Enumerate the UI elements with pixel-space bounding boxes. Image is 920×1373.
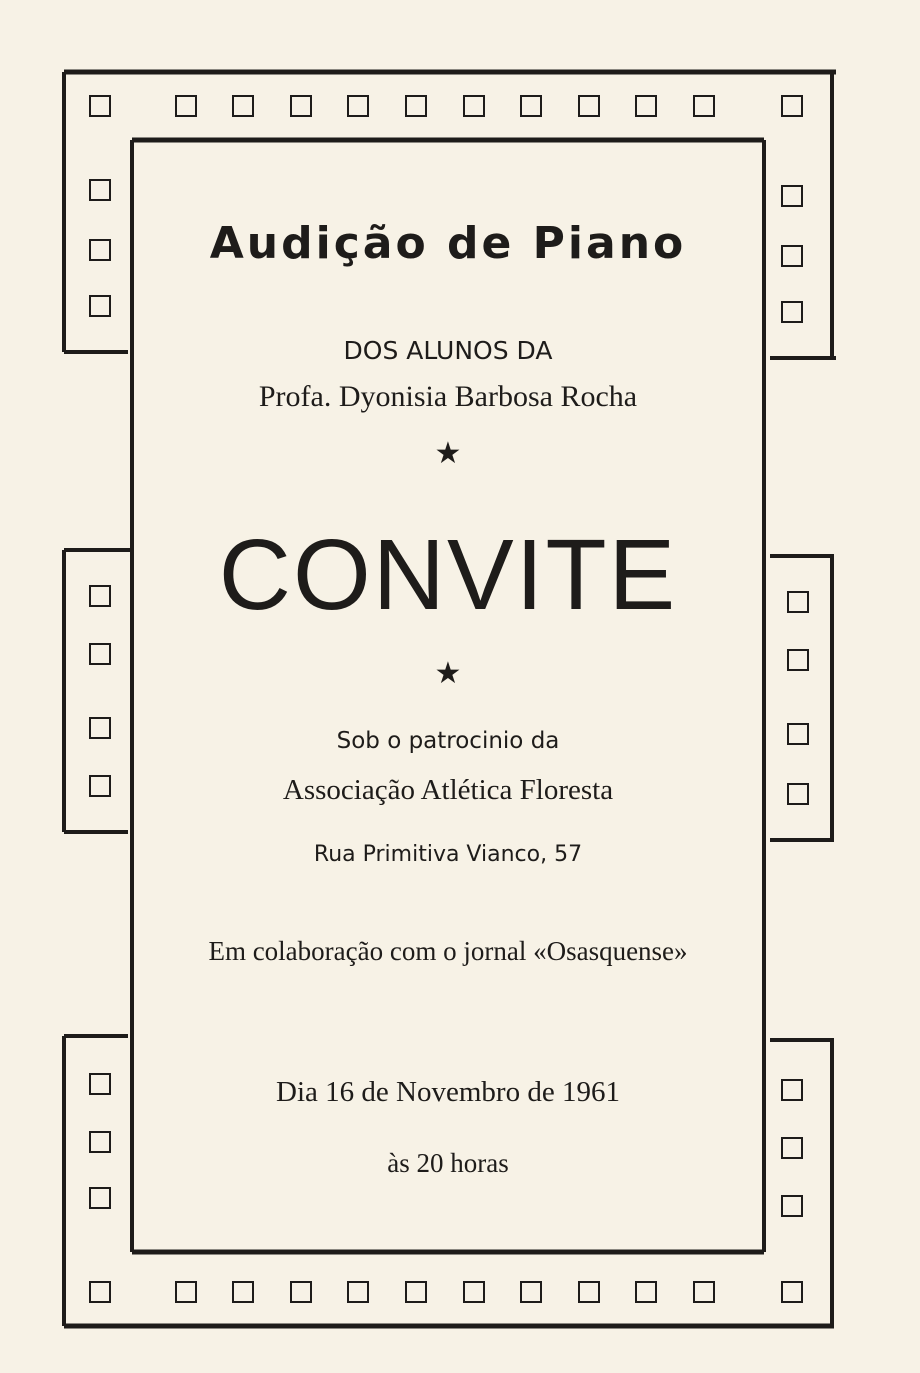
border-square — [90, 180, 110, 200]
border-square — [788, 592, 808, 612]
border-square — [636, 96, 656, 116]
border-square — [788, 724, 808, 744]
border-square — [694, 96, 714, 116]
border-square — [90, 1188, 110, 1208]
border-square — [406, 1282, 426, 1302]
star-icon: ★ — [434, 657, 462, 690]
border-square — [90, 240, 110, 260]
border-square — [579, 1282, 599, 1302]
border-square — [90, 776, 110, 796]
association-name: Associação Atlética Floresta — [282, 774, 614, 806]
border-square — [636, 1282, 656, 1302]
border-square — [521, 96, 541, 116]
border-square — [233, 96, 253, 116]
border-square — [406, 96, 426, 116]
border-square — [694, 1282, 714, 1302]
border-square — [90, 644, 110, 664]
invitation-content — [136, 146, 760, 1250]
border-square — [90, 296, 110, 316]
border-square — [90, 718, 110, 738]
border-square — [90, 96, 110, 116]
border-square — [348, 1282, 368, 1302]
collaboration-note: Em colaboração com o jornal «Osasquense» — [208, 936, 688, 966]
border-square — [291, 1282, 311, 1302]
border-square — [90, 586, 110, 606]
patronage-intro: Sob o patrocinio da — [336, 728, 560, 754]
border-square — [579, 96, 599, 116]
border-square — [782, 302, 802, 322]
border-square — [788, 784, 808, 804]
border-square — [521, 1282, 541, 1302]
border-square — [90, 1074, 110, 1094]
border-square — [782, 1282, 802, 1302]
border-square — [90, 1132, 110, 1152]
border-square — [782, 246, 802, 266]
address: Rua Primitiva Vianco, 57 — [313, 842, 583, 867]
border-square — [782, 1080, 802, 1100]
event-title: Audição de Piano — [209, 218, 687, 269]
border-square — [348, 96, 368, 116]
border-square — [176, 96, 196, 116]
teacher-name: Profa. Dyonisia Barbosa Rocha — [258, 380, 638, 413]
border-square — [291, 96, 311, 116]
border-square — [233, 1282, 253, 1302]
border-square — [782, 1196, 802, 1216]
border-square — [464, 1282, 484, 1302]
border-square — [176, 1282, 196, 1302]
border-square — [782, 1138, 802, 1158]
students-of-label: DOS ALUNOS DA — [343, 336, 553, 365]
border-square — [788, 650, 808, 670]
star-icon: ★ — [434, 437, 462, 470]
event-time: às 20 horas — [387, 1148, 509, 1178]
event-date: Dia 16 de Novembro de 1961 — [276, 1076, 620, 1108]
border-square — [464, 96, 484, 116]
invitation-heading: CONVITE — [218, 519, 678, 631]
border-square — [90, 1282, 110, 1302]
border-square — [782, 186, 802, 206]
border-square — [782, 96, 802, 116]
